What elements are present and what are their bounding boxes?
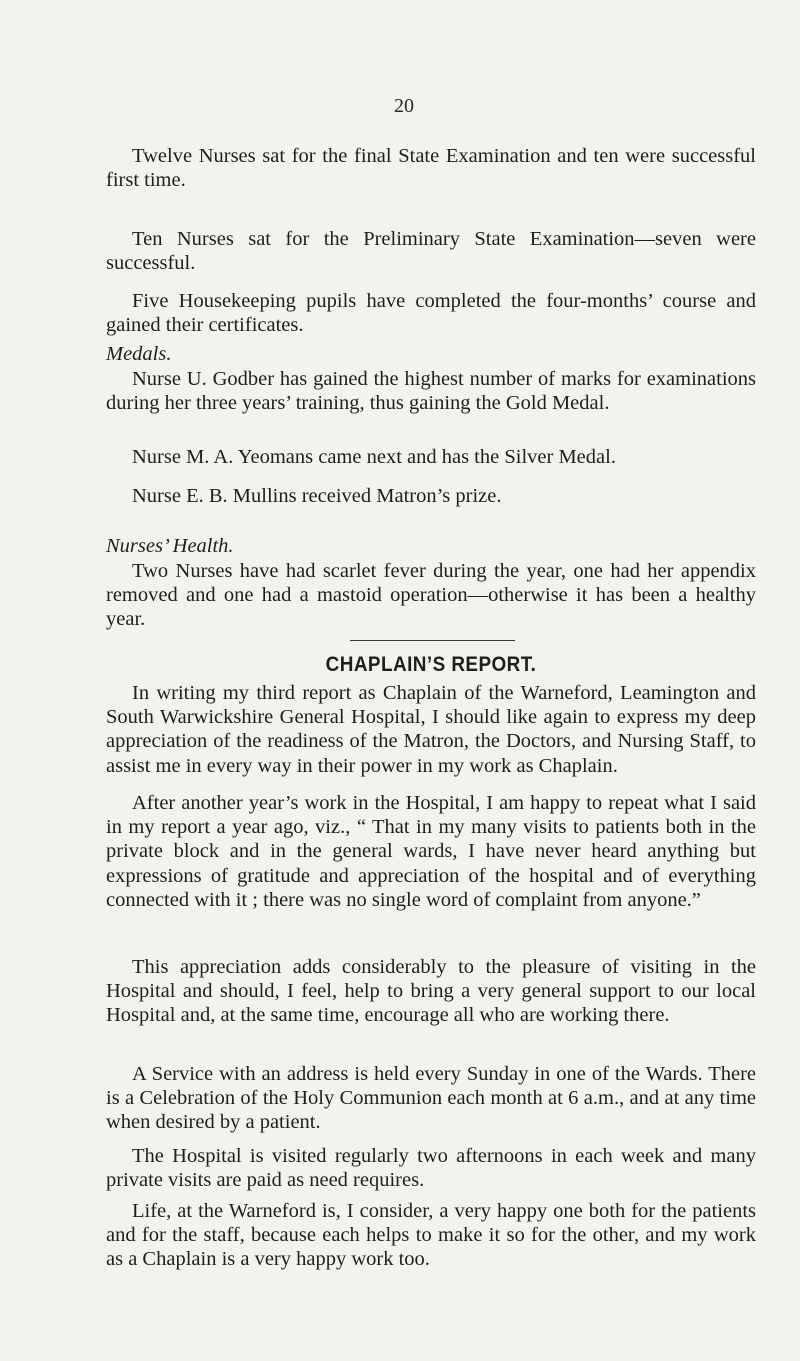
paragraph-housekeeping: Five Housekeeping pupils have completed the four-months’ course and gained their certificates.: [106, 290, 756, 337]
chaplain-paragraph-repeat-report: After another year’s work in the Hospital, I am happy to repeat what I said in my report a year ago, viz., “ That in my many visits to patients both in the private block and in the general wards, I have never heard anything but expressions of gratitude and appreciation of the hospital and of everything connected with it ; there was no single word of complaint from anyone.”: [106, 792, 756, 911]
paragraph-silver-medal: Nurse M. A. Yeomans came next and has the Silver Medal.: [132, 446, 616, 468]
chaplain-paragraph-third-report: In writing my third report as Chaplain of the Warneford, Leamington and South Warwickshire General Hospital, I should like again to express my deep appreciation of the readiness of the Matron, the Doctors, and Nursing Staff, to assist me in every way in their power in my work as Chaplain.: [106, 682, 756, 777]
chaplain-paragraph-service: A Service with an address is held every Sunday in one of the Wards. There is a Celebration of the Holy Communion each month at 6 a.m., and at any time when desired by a patient.: [106, 1063, 756, 1134]
paragraph-matron-prize: Nurse E. B. Mullins received Matron’s prize.: [132, 485, 502, 507]
paragraph-gold-medal: Nurse U. Godber has gained the highest number of marks for examinations during her three years’ training, thus gaining the Gold Medal.: [106, 368, 756, 415]
paragraph-preliminary-exam: Ten Nurses sat for the Preliminary State Examination—seven were successful.: [106, 228, 756, 275]
chaplain-report-title: CHAPLAIN’S REPORT.: [325, 653, 537, 676]
chaplain-paragraph-life: Life, at the Warneford is, I consider, a very happy one both for the patients and for the staff, because each helps to make it so for the other, and my work as a Chaplain is a very happy work too.: [106, 1200, 756, 1271]
section-divider: [350, 640, 515, 641]
page-number: 20: [394, 95, 414, 117]
nurses-health-heading: Nurses’ Health.: [106, 535, 234, 557]
paragraph-final-exam: Twelve Nurses sat for the final State Examination and ten were successful first time.: [106, 145, 756, 192]
paragraph-nurses-health: Two Nurses have had scarlet fever during the year, one had her appendix removed and one had a mastoid operation—otherwise it has been a healthy year.: [106, 560, 756, 631]
chaplain-paragraph-visits: The Hospital is visited regularly two afternoons in each week and many private visits are paid as need requires.: [106, 1145, 756, 1192]
medals-heading: Medals.: [106, 343, 172, 365]
chaplain-paragraph-appreciation: This appreciation adds considerably to the pleasure of visiting in the Hospital and should, I feel, help to bring a very general support to our local Hospital and, at the same time, encourage all who are working there.: [106, 956, 756, 1027]
